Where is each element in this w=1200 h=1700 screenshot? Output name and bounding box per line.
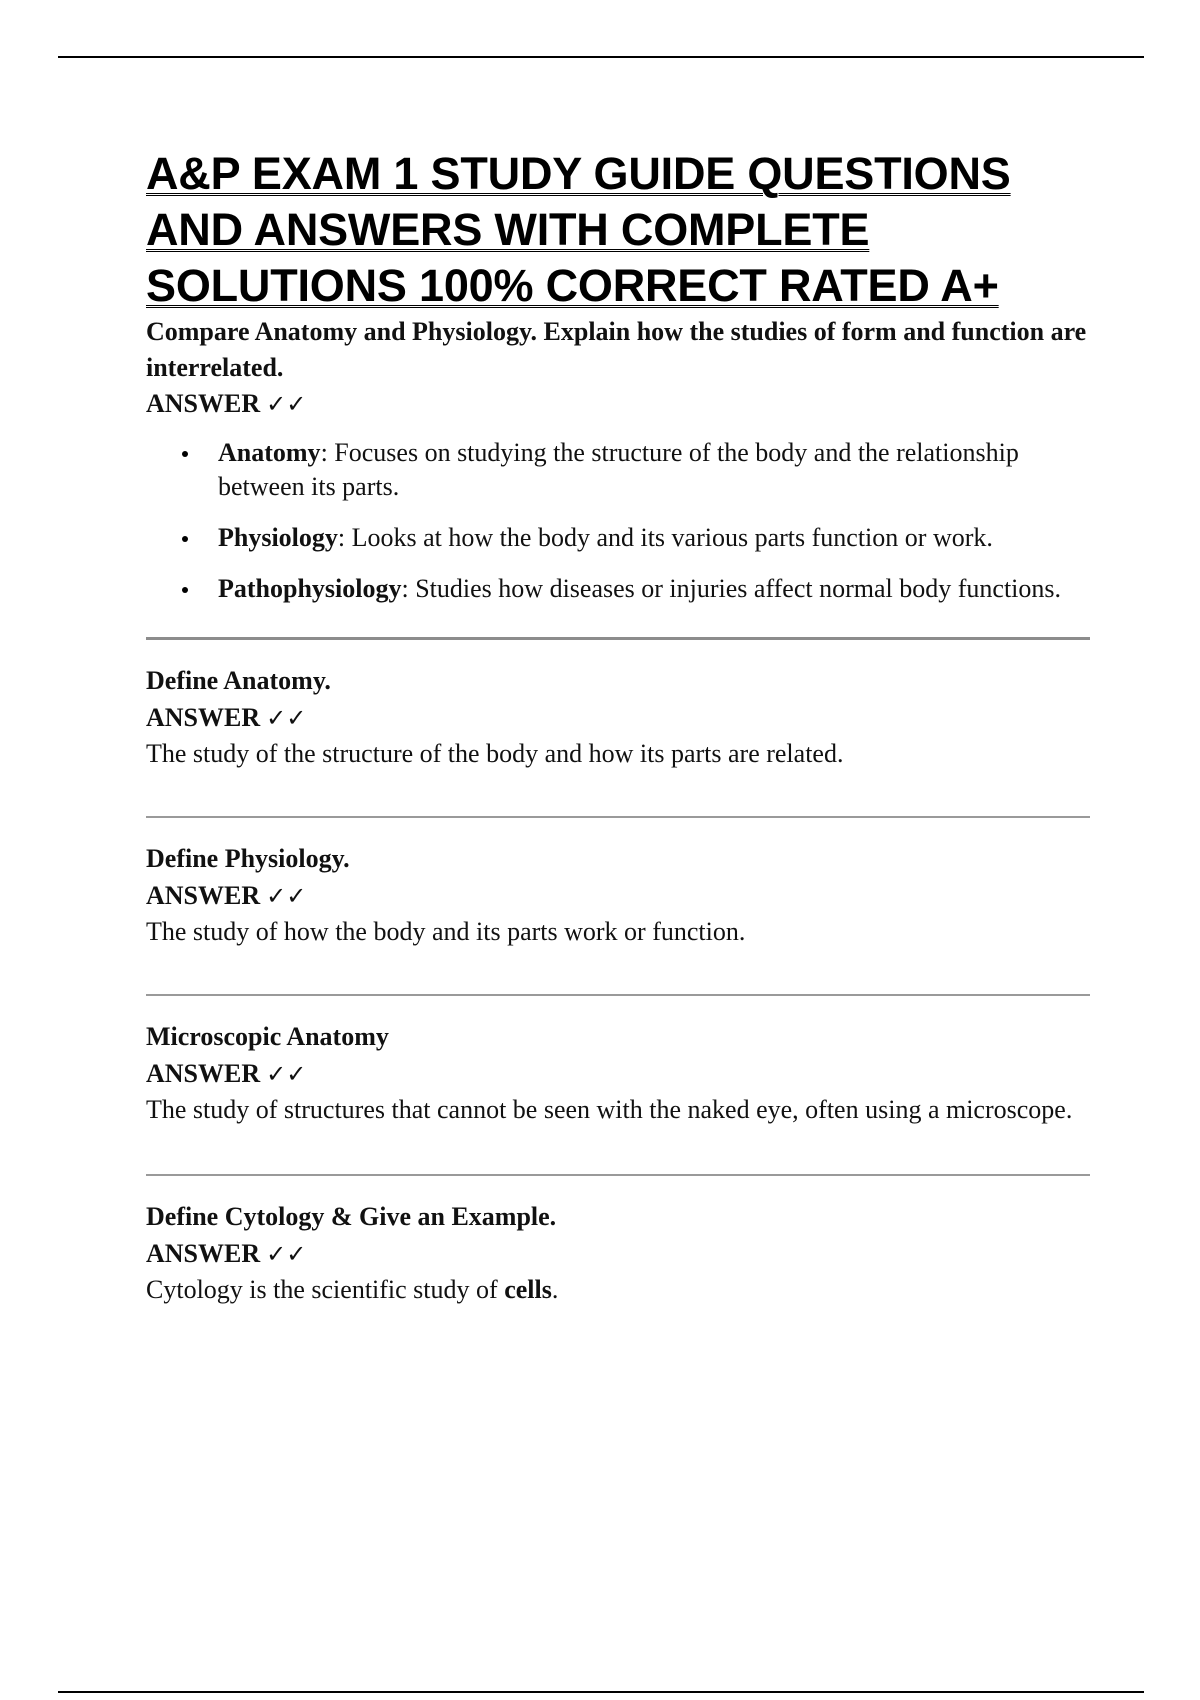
- answer-label: [146, 700, 1090, 736]
- intro-question: Compare Anatomy and Physiology. Explain how the studies of form and function are interrelated.: [146, 317, 1087, 382]
- qa-block-define-anatomy: [146, 640, 1090, 816]
- bullet-term: Anatomy: [218, 438, 321, 467]
- answer-label: [146, 386, 1090, 422]
- document-title: A&P EXAM 1 STUDY GUIDE QUESTIONS AND ANSWERS WITH COMPLETE SOLUTIONS 100% CORRECT RATED A+: [146, 148, 1011, 311]
- bullet-term: Pathophysiology: [218, 574, 402, 603]
- list-item: [218, 572, 1090, 606]
- answer-text-prefix: Cytology is the scientific study of: [146, 1275, 505, 1304]
- answer-text-bold: cells: [504, 1275, 552, 1304]
- answer-label-text: ANSWER: [146, 703, 261, 732]
- question-title: Define Physiology.: [146, 844, 350, 873]
- answer-label: [146, 1056, 1090, 1092]
- answer-text: The study of the structure of the body and how its parts are related.: [146, 739, 844, 768]
- footer-rule: [58, 1691, 1144, 1693]
- answer-label: [146, 1236, 1090, 1272]
- header-rule: [58, 56, 1144, 58]
- list-item: [218, 521, 1090, 555]
- double-check-icon: ✓✓: [266, 390, 307, 418]
- list-item: [218, 436, 1090, 504]
- document-body: [146, 146, 1090, 1308]
- answer-text: The study of structures that cannot be seen with the naked eye, often using a microscope.: [146, 1095, 1073, 1124]
- double-check-icon: ✓✓: [266, 882, 307, 910]
- question-title: Define Anatomy.: [146, 666, 331, 695]
- question-title: Define Cytology & Give an Example.: [146, 1202, 557, 1231]
- qa-block-microscopic-anatomy: [146, 996, 1090, 1174]
- answer-label-text: ANSWER: [146, 389, 261, 418]
- question-title: Microscopic Anatomy: [146, 1022, 389, 1051]
- intro-question-block: [146, 314, 1090, 606]
- double-check-icon: ✓✓: [266, 704, 307, 732]
- bullet-text: : Focuses on studying the structure of the body and the relationship between its parts.: [218, 438, 1019, 501]
- bullet-term: Physiology: [218, 523, 338, 552]
- bullet-icon: [182, 536, 188, 542]
- bullet-icon: [182, 587, 188, 593]
- bullet-text: : Looks at how the body and its various parts function or work.: [337, 523, 993, 552]
- answer-label-text: ANSWER: [146, 1059, 261, 1088]
- answer-label-text: ANSWER: [146, 881, 261, 910]
- answer-text: [146, 1272, 1090, 1308]
- double-check-icon: ✓✓: [266, 1060, 307, 1088]
- answer-label: [146, 878, 1090, 914]
- bullet-icon: [182, 451, 188, 457]
- qa-block-define-cytology: [146, 1176, 1090, 1308]
- answer-label-text: ANSWER: [146, 1239, 261, 1268]
- answer-text-suffix: .: [551, 1275, 559, 1304]
- intro-bullet-list: [146, 436, 1090, 606]
- answer-text: The study of how the body and its parts work or function.: [146, 917, 746, 946]
- double-check-icon: ✓✓: [266, 1240, 307, 1268]
- bullet-text: : Studies how diseases or injuries affect normal body functions.: [401, 574, 1062, 603]
- qa-block-define-physiology: [146, 818, 1090, 994]
